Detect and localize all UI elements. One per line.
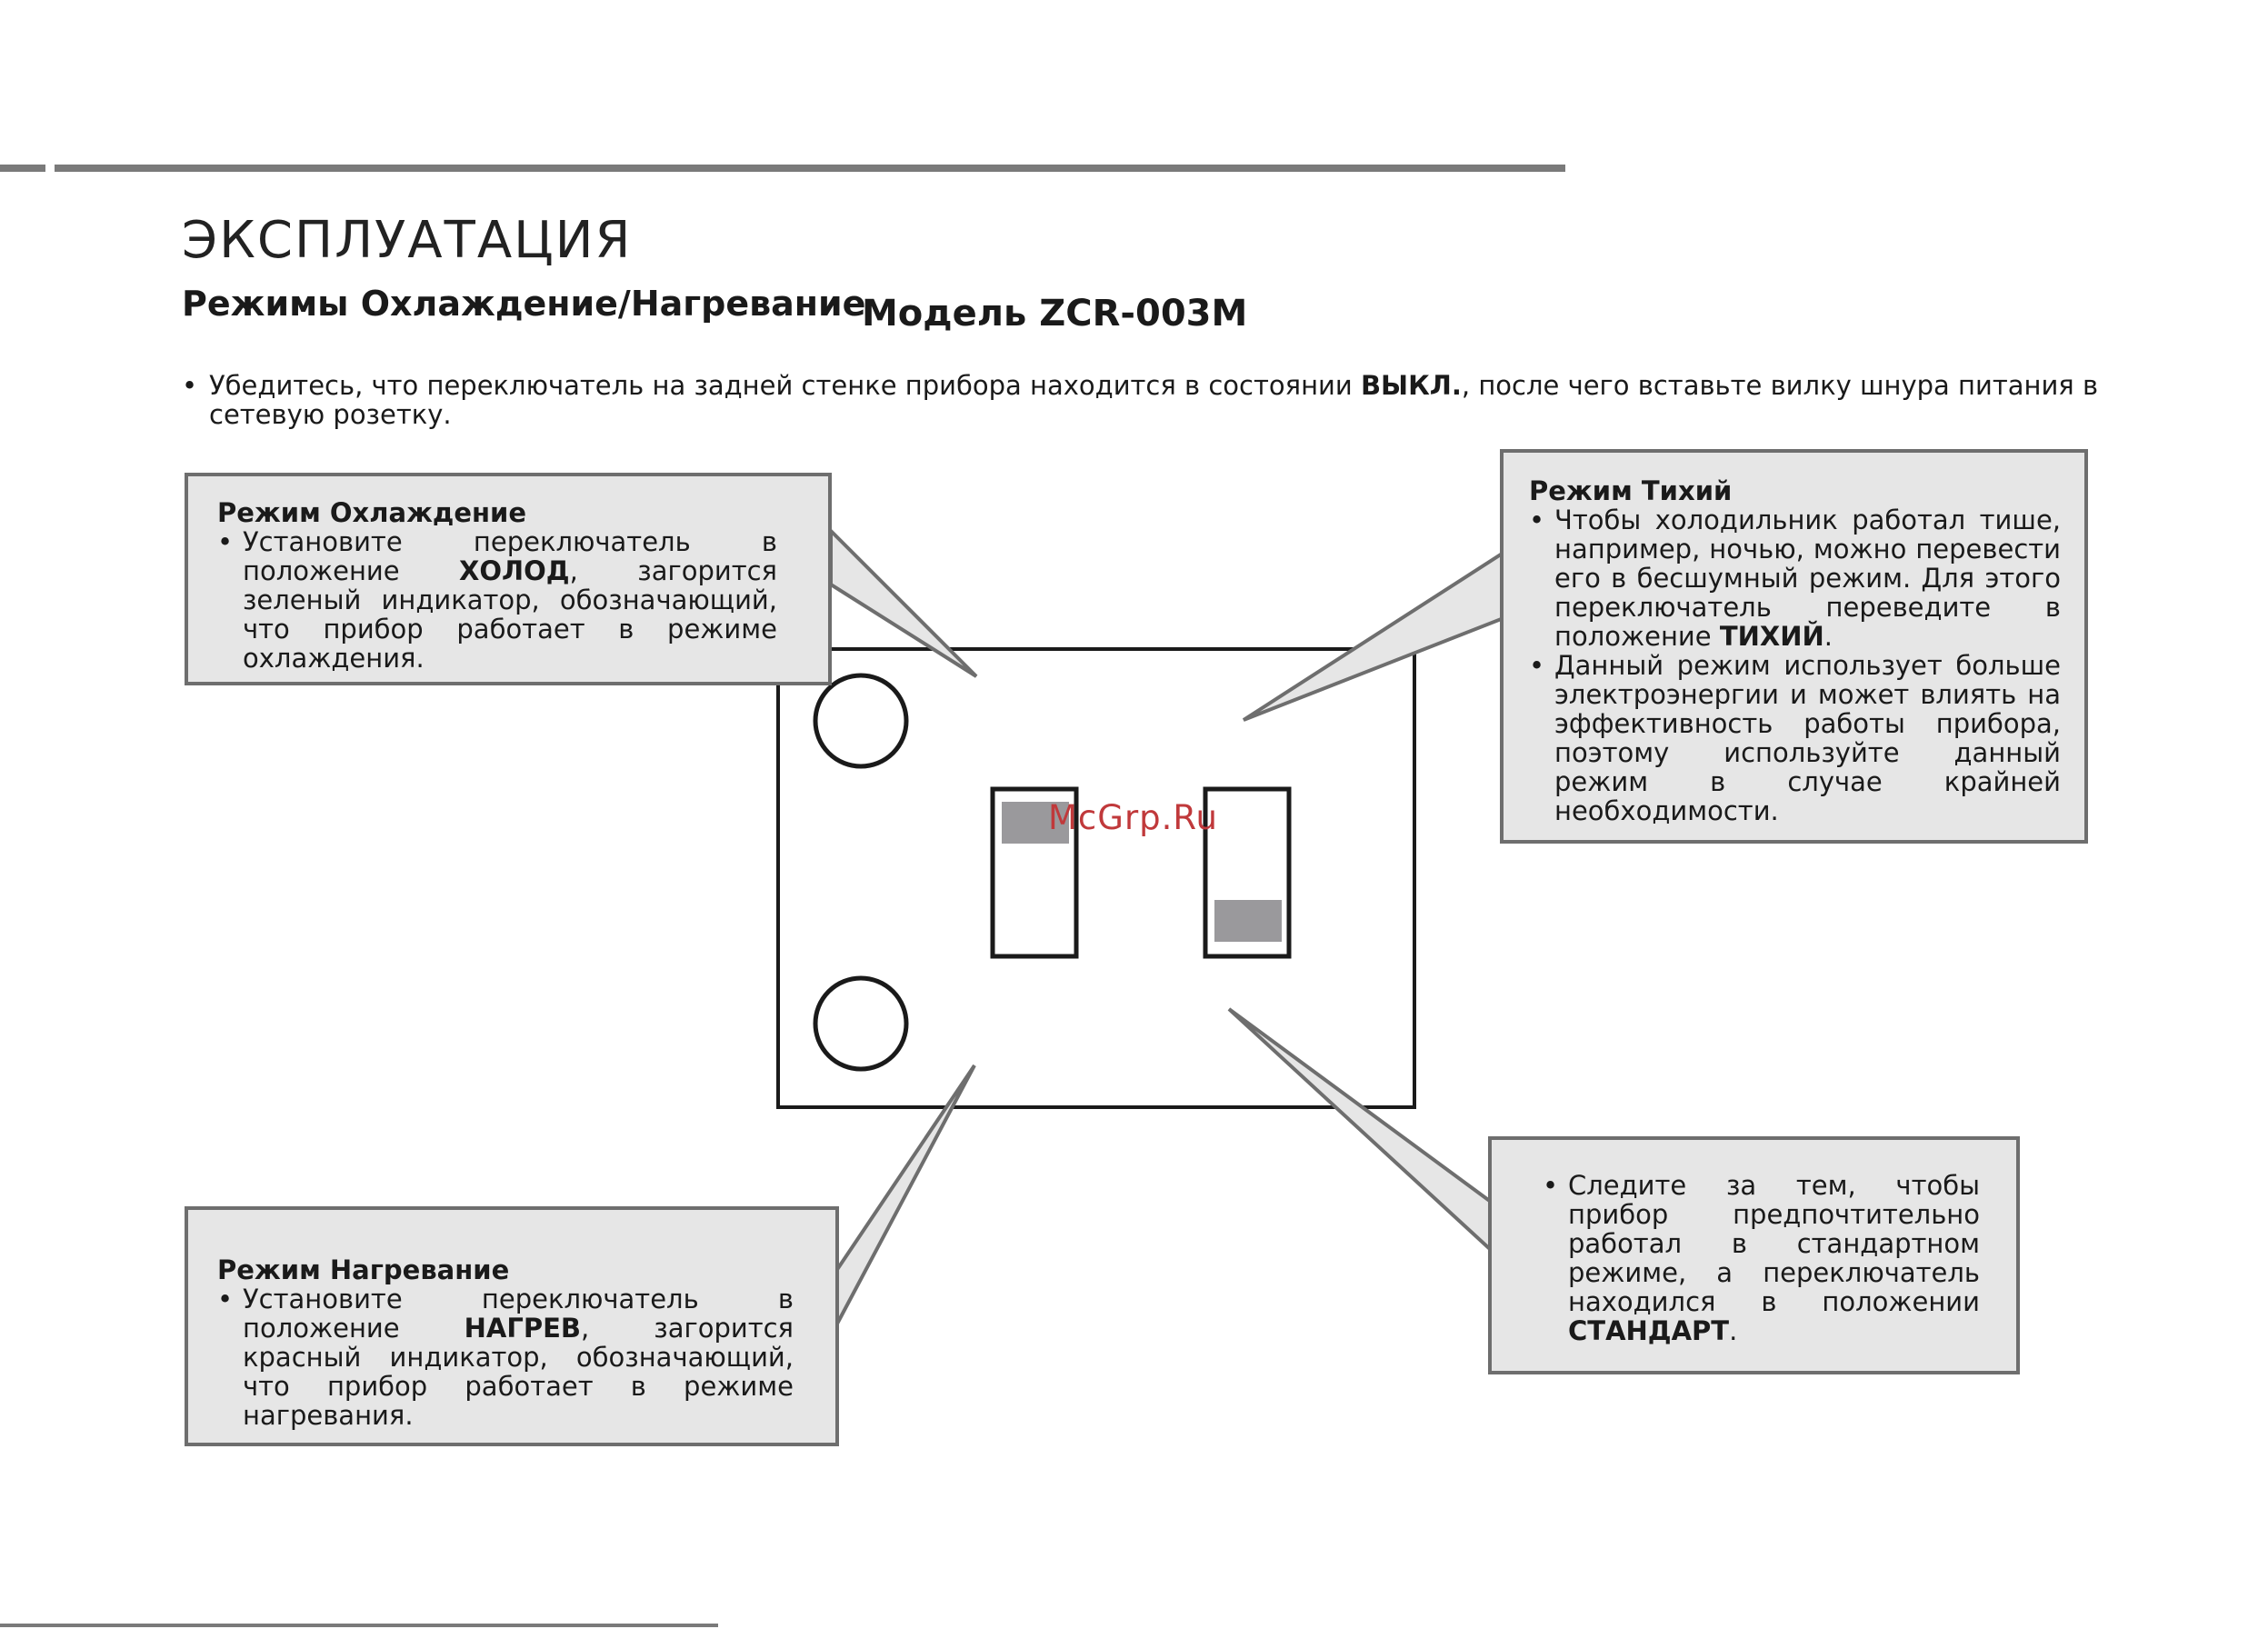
bullet: • <box>1543 1170 1559 1201</box>
callout-heating-mode <box>185 1206 839 1446</box>
mode-switch-right-knob <box>1214 900 1282 942</box>
text: Установите переключатель в положение <box>243 526 777 586</box>
text: Установите переключатель в положение <box>243 1284 794 1344</box>
intro-text-before: Убедитесь, что переключатель на задней стенке прибора находится в состоянии <box>209 370 1361 401</box>
watermark: McGrp.Ru <box>1048 798 1218 837</box>
text: . <box>1729 1315 1738 1346</box>
bold-quiet: ТИХИЙ <box>1719 621 1824 652</box>
intro-text-after: , после чего вставьте вилку шнура питания в сетевую розетку. <box>209 370 2099 430</box>
callout-standard-item <box>1543 1171 1980 1345</box>
callout-quiet-item-1 <box>1529 505 2061 651</box>
bold-standard: СТАНДАРТ <box>1568 1315 1730 1346</box>
bold-heat: НАГРЕВ <box>464 1313 582 1344</box>
bullet: • <box>1529 505 1545 535</box>
bullet: • <box>217 1284 234 1314</box>
callout-quiet-mode <box>1500 449 2088 844</box>
bullet: • <box>1529 650 1545 681</box>
indicator-light-top <box>815 675 906 766</box>
indicator-light-bottom <box>815 978 906 1069</box>
callout-quiet-title: Режим Тихий <box>1529 475 1733 506</box>
intro-bold-off: ВЫКЛ. <box>1360 370 1462 401</box>
bullet: • <box>217 526 234 557</box>
callout-standard-mode <box>1488 1136 2020 1374</box>
model-name: Модель ZCR-003M <box>862 293 1248 335</box>
bold-cold: ХОЛОД <box>459 555 570 586</box>
text: , загорится красный индикатор, обозначающий, что прибор работает в режиме нагревания. <box>243 1313 794 1431</box>
callout-cooling-title: Режим Охлаждение <box>217 497 527 528</box>
callout-heating-item <box>217 1284 794 1430</box>
bullet: • <box>182 370 198 401</box>
text: Чтобы холодильник работал тише, например, ночью, можно перевести его в бесшумный режим. Для этого переключатель переведите в положение <box>1554 505 2061 652</box>
callout-cooling-mode <box>185 473 832 685</box>
section-subtitle: Режимы Охлаждение/Нагревание <box>182 284 866 324</box>
text: Следите за тем, чтобы прибор предпочтительно работал в стандартном режиме, а переключатель находился в положении <box>1568 1170 1980 1317</box>
callout-quiet-item-2 <box>1529 651 2061 825</box>
callout-heating-title: Режим Нагревание <box>217 1254 510 1285</box>
text: . <box>1823 621 1833 652</box>
callout-cooling-item <box>217 527 777 673</box>
text: , загорится зеленый индикатор, обозначающий, что прибор работает в режиме охлаждения. <box>243 555 777 674</box>
page-title: ЭКСПЛУАТАЦИЯ <box>182 211 633 270</box>
text: Данный режим использует больше электроэнергии и может влиять на эффективность работы прибора, поэтому используйте данный режим в случае крайней необходимости. <box>1554 650 2061 826</box>
